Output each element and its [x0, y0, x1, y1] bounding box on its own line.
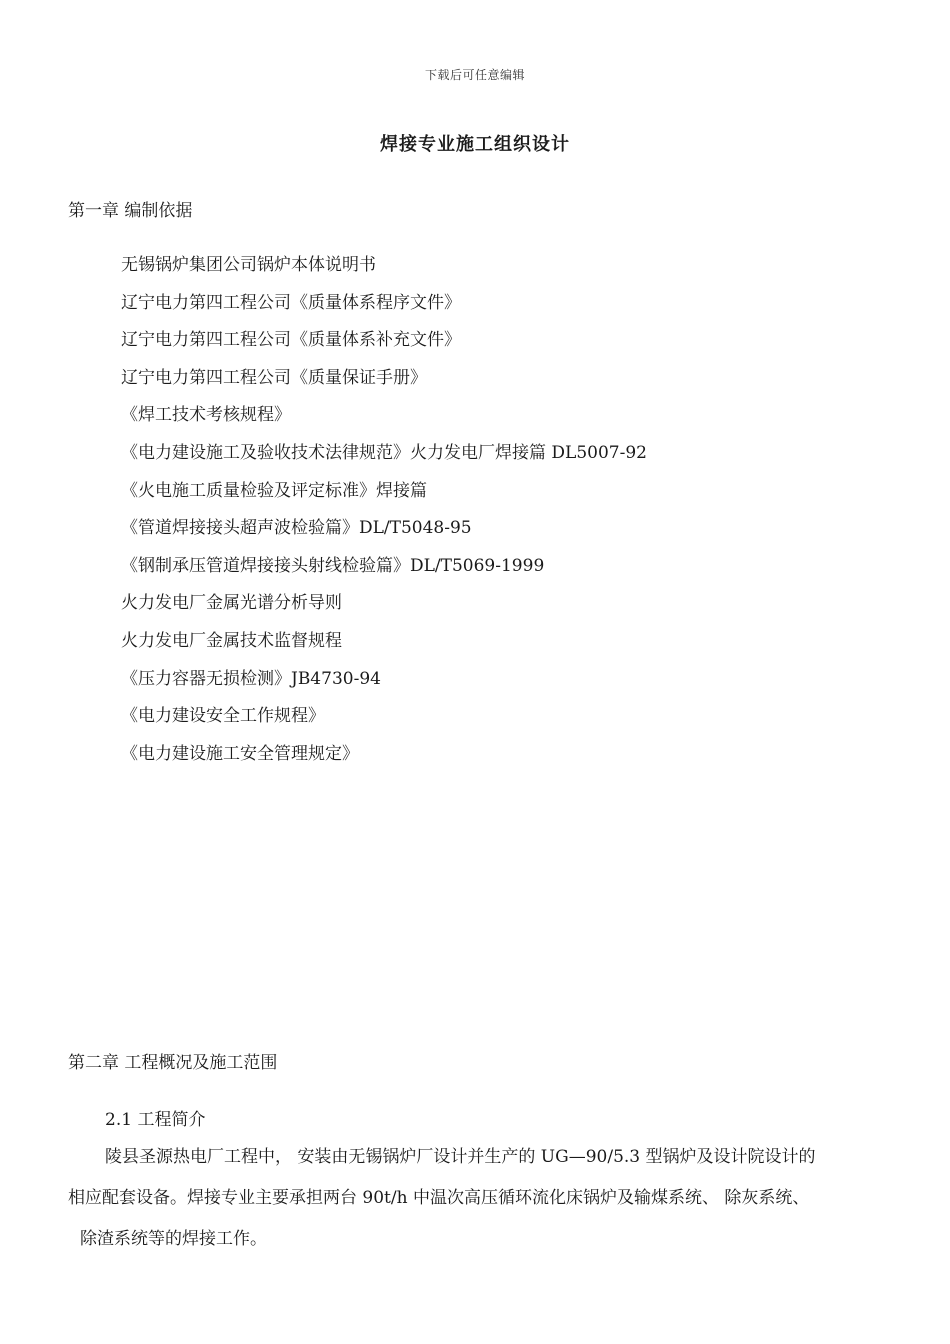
- section-2-1-heading: 2.1 工程简介: [105, 1110, 206, 1130]
- reference-item: 《焊工技术考核规程》: [121, 405, 291, 426]
- chapter-1-heading: 第一章 编制依据: [68, 201, 193, 221]
- reference-item: 火力发电厂金属光谱分析导则: [121, 593, 342, 614]
- reference-item: 《火电施工质量检验及评定标准》焊接篇: [121, 480, 427, 501]
- reference-item: 火力发电厂金属技术监督规程: [121, 630, 342, 651]
- reference-item: 辽宁电力第四工程公司《质量保证手册》: [121, 367, 427, 388]
- reference-item: 辽宁电力第四工程公司《质量体系补充文件》: [121, 330, 461, 351]
- paragraph-line: 除渣系统等的焊接工作。: [80, 1229, 267, 1249]
- reference-item: 《钢制承压管道焊接接头射线检验篇》DL/T5069-1999: [121, 555, 545, 576]
- reference-item: 《电力建设安全工作规程》: [121, 706, 325, 727]
- paragraph-line: 相应配套设备。焊接专业主要承担两台 90t/h 中温次高压循环流化床锅炉及输煤系统、 除灰系统、: [68, 1188, 810, 1208]
- page-header-note: 下载后可任意编辑: [424, 68, 525, 82]
- reference-item: 《压力容器无损检测》JB4730-94: [121, 668, 381, 689]
- reference-item: 《电力建设施工安全管理规定》: [121, 743, 359, 764]
- reference-item: 无锡锅炉集团公司锅炉本体说明书: [121, 255, 376, 275]
- reference-item: 辽宁电力第四工程公司《质量体系程序文件》: [121, 292, 461, 313]
- chapter-2-heading: 第二章 工程概况及施工范围: [68, 1053, 278, 1073]
- document-title: 焊接专业施工组织设计: [380, 134, 570, 155]
- reference-item: 《电力建设施工及验收技术法律规范》火力发电厂焊接篇 DL5007-92: [121, 442, 647, 463]
- reference-list: [121, 250, 647, 776]
- paragraph-line: 陵县圣源热电厂工程中， 安装由无锡锅炉厂设计并生产的 UG—90/5.3 型锅炉及设计院设计的: [105, 1147, 816, 1167]
- reference-item: 《管道焊接接头超声波检验篇》DL/T5048-95: [121, 518, 472, 539]
